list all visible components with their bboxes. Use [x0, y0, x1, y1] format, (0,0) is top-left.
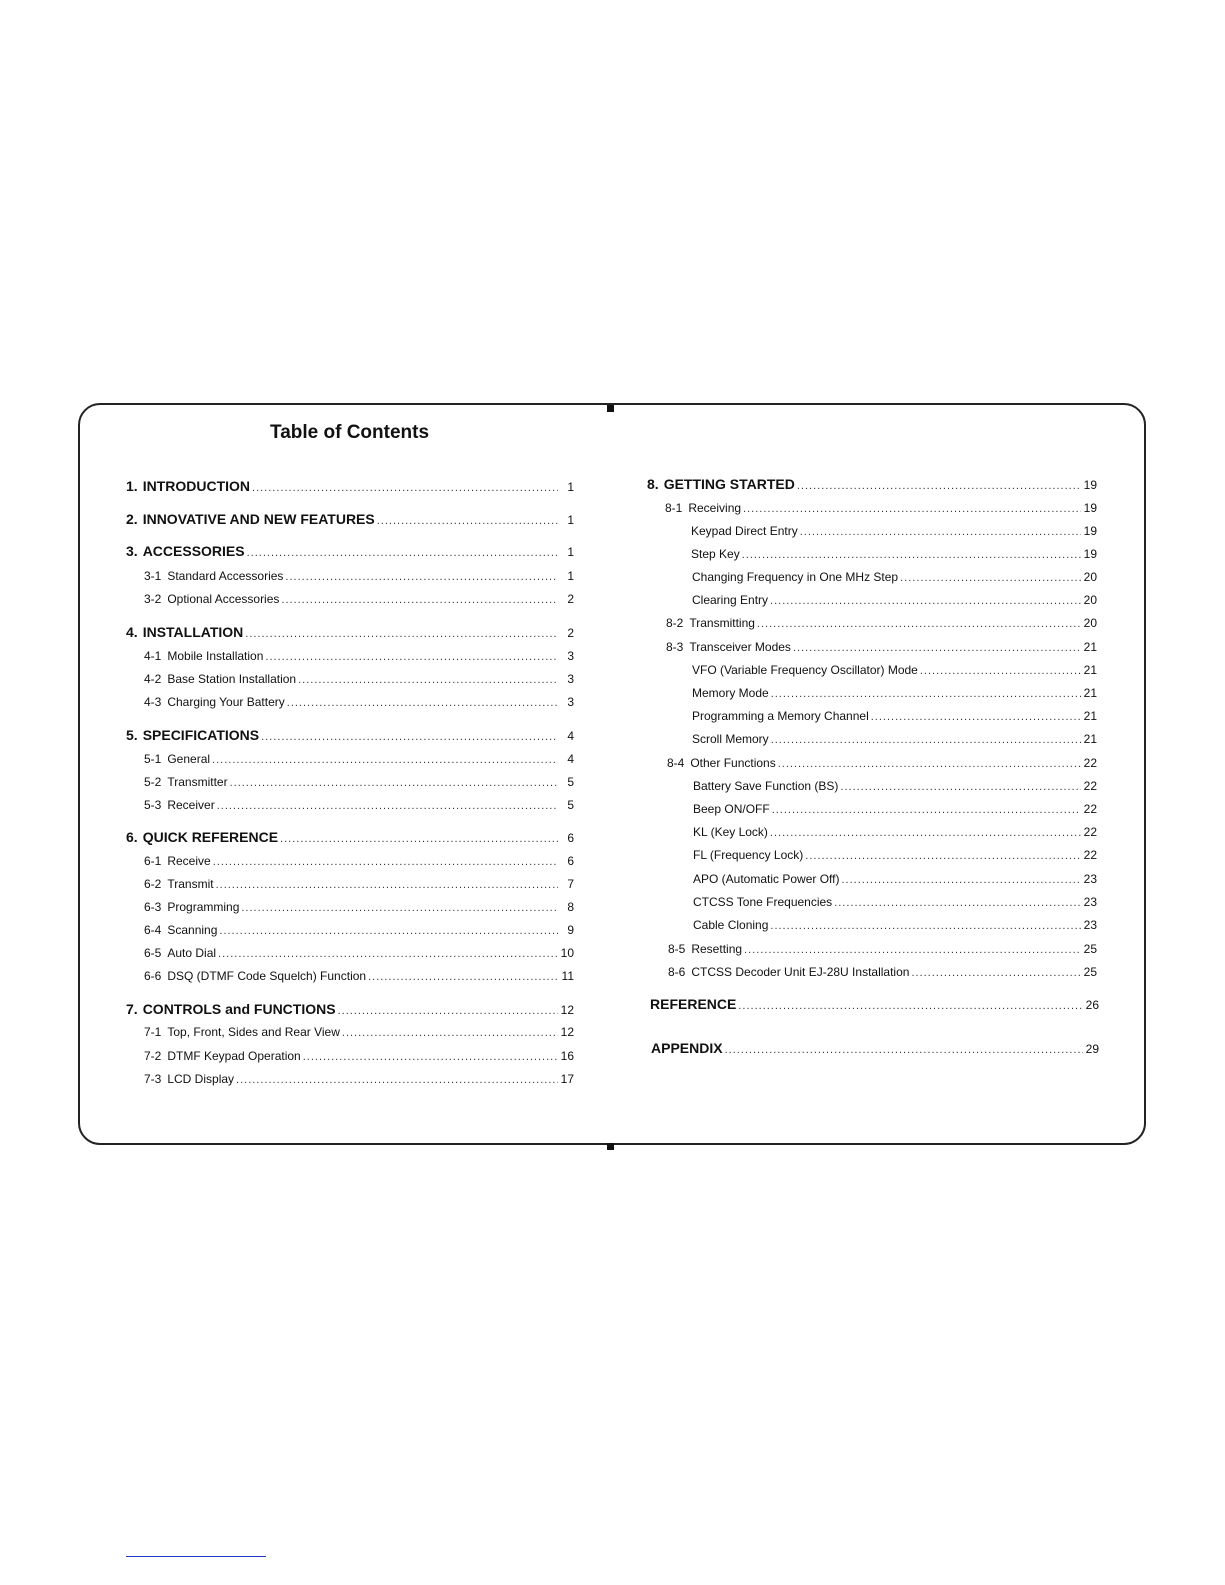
dot-leader [338, 1003, 558, 1019]
toc-entry [692, 685, 1097, 701]
toc-entry-label: FL (Frequency Lock) [693, 848, 804, 862]
toc-entry-page: 19 [1083, 524, 1097, 538]
dot-leader [840, 779, 1081, 795]
dot-leader [287, 695, 558, 711]
dot-leader [265, 649, 558, 665]
toc-entry-label: Mobile Installation [167, 649, 264, 663]
toc-entry-label: APO (Automatic Power Off) [693, 872, 840, 886]
toc-entry [668, 964, 1097, 980]
toc-entry [693, 894, 1097, 910]
toc-entry [666, 615, 1097, 631]
dot-leader [738, 998, 1083, 1014]
dot-leader [842, 872, 1082, 888]
toc-entry-page: 22 [1083, 802, 1097, 816]
toc-entry-label: Standard Accessories [167, 569, 284, 583]
toc-entry-label: Receiver [167, 798, 215, 812]
toc-entry-page: 23 [1083, 918, 1097, 932]
toc-entry-number: 6-1 [144, 854, 162, 868]
top-notch-mark [607, 405, 614, 412]
toc-entry-label: Resetting [691, 942, 743, 956]
toc-entry-label: Receive [167, 854, 211, 868]
toc-entry [144, 797, 574, 813]
toc-entry-label: Programming [167, 900, 240, 914]
toc-entry-label: GETTING STARTED [663, 476, 795, 492]
toc-entry [126, 1001, 574, 1017]
toc-entry [668, 941, 1097, 957]
toc-entry-number: 5-2 [144, 775, 162, 789]
toc-entry-number: 4-1 [144, 649, 162, 663]
dot-leader [342, 1025, 558, 1041]
toc-entry-number: 8-5 [668, 942, 686, 956]
dot-leader [218, 946, 558, 962]
toc-entry [144, 1024, 574, 1040]
dot-leader [212, 752, 558, 768]
toc-entry-page: 20 [1083, 570, 1097, 584]
toc-title: Table of Contents [270, 422, 430, 443]
toc-entry-number: 3. [126, 543, 138, 559]
toc-entry-label: Top, Front, Sides and Rear View [167, 1025, 340, 1039]
toc-entry-page: 19 [1083, 501, 1097, 515]
toc-entry-label: Other Functions [690, 756, 776, 770]
toc-entry-label: Transmitter [167, 775, 228, 789]
dot-leader [900, 570, 1081, 586]
toc-entry-number: 6-4 [144, 923, 162, 937]
toc-entry-label: ACCESSORIES [142, 543, 245, 559]
toc-entry [144, 648, 574, 664]
toc-entry-label: Transmit [167, 877, 214, 891]
dot-leader [770, 918, 1081, 934]
toc-entry [144, 591, 574, 607]
toc-entry-label: CONTROLS and FUNCTIONS [142, 1001, 336, 1017]
toc-entry-page: 1 [567, 569, 574, 583]
toc-entry [692, 731, 1097, 747]
toc-entry-page: 23 [1083, 872, 1097, 886]
toc-entry-label: INSTALLATION [142, 624, 244, 640]
toc-entry-label: Battery Save Function (BS) [693, 779, 839, 793]
toc-entry-page: 10 [560, 946, 574, 960]
toc-entry [691, 546, 1097, 562]
toc-entry-label: LCD Display [167, 1072, 235, 1086]
toc-entry-page: 3 [567, 672, 574, 686]
toc-entry-label: Charging Your Battery [167, 695, 285, 709]
toc-entry-page: 21 [1083, 732, 1097, 746]
toc-entry-page: 17 [560, 1072, 574, 1086]
toc-entry-number: 5-1 [144, 752, 162, 766]
toc-entry [126, 478, 574, 494]
dot-leader [303, 1049, 558, 1065]
toc-entry-page: 7 [567, 877, 574, 891]
toc-entry [692, 592, 1097, 608]
toc-entry [666, 639, 1097, 655]
dot-leader [834, 895, 1081, 911]
link-underline [126, 1556, 266, 1557]
dot-leader [219, 923, 558, 939]
toc-entry-label: Clearing Entry [692, 593, 769, 607]
toc-entry-page: 21 [1083, 686, 1097, 700]
bottom-notch-mark [607, 1143, 614, 1150]
toc-entry [144, 1071, 574, 1087]
dot-leader [213, 854, 558, 870]
toc-entry-label: Memory Mode [692, 686, 769, 700]
toc-entry-label: APPENDIX [651, 1040, 723, 1056]
toc-entry [144, 899, 574, 915]
toc-entry [693, 778, 1097, 794]
dot-leader [236, 1072, 558, 1088]
toc-entry-page: 12 [560, 1003, 574, 1017]
toc-entry-page: 3 [567, 695, 574, 709]
toc-entry [144, 1048, 574, 1064]
toc-entry-page: 22 [1083, 848, 1097, 862]
dot-leader [245, 626, 558, 642]
dot-leader [742, 547, 1081, 563]
toc-entry-page: 3 [567, 649, 574, 663]
dot-leader [871, 709, 1081, 725]
toc-entry-page: 21 [1083, 709, 1097, 723]
toc-entry-number: 5. [126, 727, 138, 743]
toc-entry-page: 25 [1083, 942, 1097, 956]
dot-leader [920, 663, 1081, 679]
toc-entry [144, 694, 574, 710]
toc-entry-page: 22 [1083, 756, 1097, 770]
toc-entry-number: 7. [126, 1001, 138, 1017]
toc-entry-number: 4-2 [144, 672, 162, 686]
toc-entry-number: 4-3 [144, 695, 162, 709]
toc-entry-page: 5 [567, 798, 574, 812]
toc-entry-number: 6-6 [144, 969, 162, 983]
toc-entry-number: 3-1 [144, 569, 162, 583]
toc-entry-page: 2 [567, 626, 574, 640]
toc-entry-label: CTCSS Decoder Unit EJ-28U Installation [691, 965, 910, 979]
toc-entry-page: 22 [1083, 825, 1097, 839]
dot-leader [771, 686, 1081, 702]
dot-leader [743, 501, 1081, 517]
toc-entry [144, 945, 574, 961]
toc-entry [693, 824, 1097, 840]
toc-entry-page: 22 [1083, 779, 1097, 793]
toc-entry-page: 23 [1083, 895, 1097, 909]
dot-leader [797, 478, 1081, 494]
toc-entry [126, 624, 574, 640]
dot-leader [285, 569, 558, 585]
toc-entry-label: Keypad Direct Entry [691, 524, 798, 538]
dot-leader [216, 877, 558, 893]
toc-entry-label: INTRODUCTION [142, 478, 251, 494]
toc-entry-label: Scroll Memory [692, 732, 769, 746]
toc-entry-label: General [167, 752, 211, 766]
toc-entry-page: 26 [1085, 998, 1099, 1012]
toc-entry [126, 829, 574, 845]
toc-entry [144, 671, 574, 687]
toc-entry-label: Changing Frequency in One MHz Step [692, 570, 899, 584]
dot-leader [911, 965, 1081, 981]
toc-entry-number: 8-2 [666, 616, 684, 630]
toc-entry-label: CTCSS Tone Frequencies [693, 895, 833, 909]
toc-entry-number: 6-3 [144, 900, 162, 914]
toc-entry-label: Base Station Installation [167, 672, 297, 686]
toc-entry [693, 871, 1097, 887]
toc-entry-number: 1. [126, 478, 138, 494]
dot-leader [241, 900, 558, 916]
dot-leader [778, 756, 1081, 772]
toc-entry-label: QUICK REFERENCE [142, 829, 279, 845]
toc-entry-number: 8-3 [666, 640, 684, 654]
toc-entry-page: 9 [567, 923, 574, 937]
toc-entry-page: 11 [561, 969, 574, 983]
toc-entry [692, 569, 1097, 585]
toc-entry-number: 7-2 [144, 1049, 162, 1063]
toc-entry [650, 996, 1099, 1012]
toc-entry-page: 6 [567, 831, 574, 845]
toc-entry-page: 2 [567, 592, 574, 606]
toc-entry [647, 476, 1097, 492]
toc-entry-page: 1 [567, 513, 574, 527]
toc-entry-page: 4 [567, 729, 574, 743]
dot-leader [281, 592, 558, 608]
toc-entry-label: Step Key [691, 547, 740, 561]
toc-entry [693, 917, 1097, 933]
dot-leader [800, 524, 1081, 540]
toc-entry-number: 7-3 [144, 1072, 162, 1086]
toc-entry-page: 12 [560, 1025, 574, 1039]
dot-leader [725, 1042, 1083, 1058]
toc-entry-number: 8-6 [668, 965, 686, 979]
dot-leader [744, 942, 1081, 958]
toc-entry [144, 968, 574, 984]
toc-entry [144, 568, 574, 584]
dot-leader [793, 640, 1081, 656]
toc-entry-page: 19 [1083, 547, 1097, 561]
toc-entry-page: 1 [567, 545, 574, 559]
toc-entry-page: 29 [1085, 1042, 1099, 1056]
toc-entry [144, 876, 574, 892]
toc-entry-label: Cable Cloning [693, 918, 769, 932]
toc-entry [667, 755, 1097, 771]
toc-entry-page: 6 [567, 854, 574, 868]
toc-entry-label: REFERENCE [650, 996, 737, 1012]
toc-entry-page: 16 [560, 1049, 574, 1063]
dot-leader [805, 848, 1081, 864]
dot-leader [770, 825, 1081, 841]
toc-entry [126, 511, 574, 527]
dot-leader [261, 729, 558, 745]
toc-entry-number: 3-2 [144, 592, 162, 606]
dot-leader [217, 798, 558, 814]
dot-leader [770, 593, 1081, 609]
toc-entry-page: 21 [1083, 663, 1097, 677]
toc-entry-page: 8 [567, 900, 574, 914]
toc-entry-label: Transceiver Modes [689, 640, 791, 654]
toc-entry-label: Beep ON/OFF [693, 802, 770, 816]
toc-entry-page: 5 [567, 775, 574, 789]
toc-entry-label: SPECIFICATIONS [142, 727, 260, 743]
toc-entry [693, 847, 1097, 863]
toc-entry [651, 1040, 1099, 1056]
toc-entry-label: Transmitting [689, 616, 755, 630]
toc-entry [693, 801, 1097, 817]
toc-entry [692, 662, 1097, 678]
toc-entry-label: KL (Key Lock) [693, 825, 768, 839]
dot-leader [252, 480, 558, 496]
toc-entry-page: 1 [567, 480, 574, 494]
dot-leader [280, 831, 558, 847]
toc-entry-label: Programming a Memory Channel [692, 709, 869, 723]
toc-entry-number: 5-3 [144, 798, 162, 812]
dot-leader [771, 732, 1081, 748]
toc-entry [144, 774, 574, 790]
toc-entry-number: 8-1 [665, 501, 683, 515]
toc-entry [665, 500, 1097, 516]
toc-entry-number: 8-4 [667, 756, 685, 770]
toc-entry-page: 21 [1083, 640, 1097, 654]
toc-entry-page: 20 [1083, 616, 1097, 630]
toc-entry-number: 8. [647, 476, 659, 492]
toc-entry-label: Scanning [167, 923, 218, 937]
toc-entry-number: 6. [126, 829, 138, 845]
toc-entry [692, 708, 1097, 724]
toc-entry-number: 6-5 [144, 946, 162, 960]
toc-entry-label: VFO (Variable Frequency Oscillator) Mode [692, 663, 918, 677]
toc-entry [126, 727, 574, 743]
dot-leader [368, 969, 558, 985]
toc-entry-label: Auto Dial [167, 946, 217, 960]
toc-entry-label: Optional Accessories [167, 592, 280, 606]
toc-entry-number: 2. [126, 511, 138, 527]
dot-leader [230, 775, 558, 791]
toc-entry [691, 523, 1097, 539]
dot-leader [247, 545, 558, 561]
toc-entry-label: DSQ (DTMF Code Squelch) Function [167, 969, 367, 983]
toc-entry [144, 922, 574, 938]
toc-entry-page: 25 [1083, 965, 1097, 979]
toc-entry-label: DTMF Keypad Operation [167, 1049, 301, 1063]
dot-leader [772, 802, 1081, 818]
toc-entry-number: 6-2 [144, 877, 162, 891]
toc-entry-page: 4 [567, 752, 574, 766]
toc-entry-number: 7-1 [144, 1025, 162, 1039]
toc-entry [126, 543, 574, 559]
toc-entry-page: 19 [1083, 478, 1097, 492]
dot-leader [298, 672, 558, 688]
dot-leader [757, 616, 1081, 632]
dot-leader [377, 513, 558, 529]
toc-entry-label: Receiving [688, 501, 742, 515]
toc-entry-label: INNOVATIVE AND NEW FEATURES [142, 511, 375, 527]
toc-entry [144, 853, 574, 869]
toc-entry-page: 20 [1083, 593, 1097, 607]
toc-entry-number: 4. [126, 624, 138, 640]
toc-entry [144, 751, 574, 767]
